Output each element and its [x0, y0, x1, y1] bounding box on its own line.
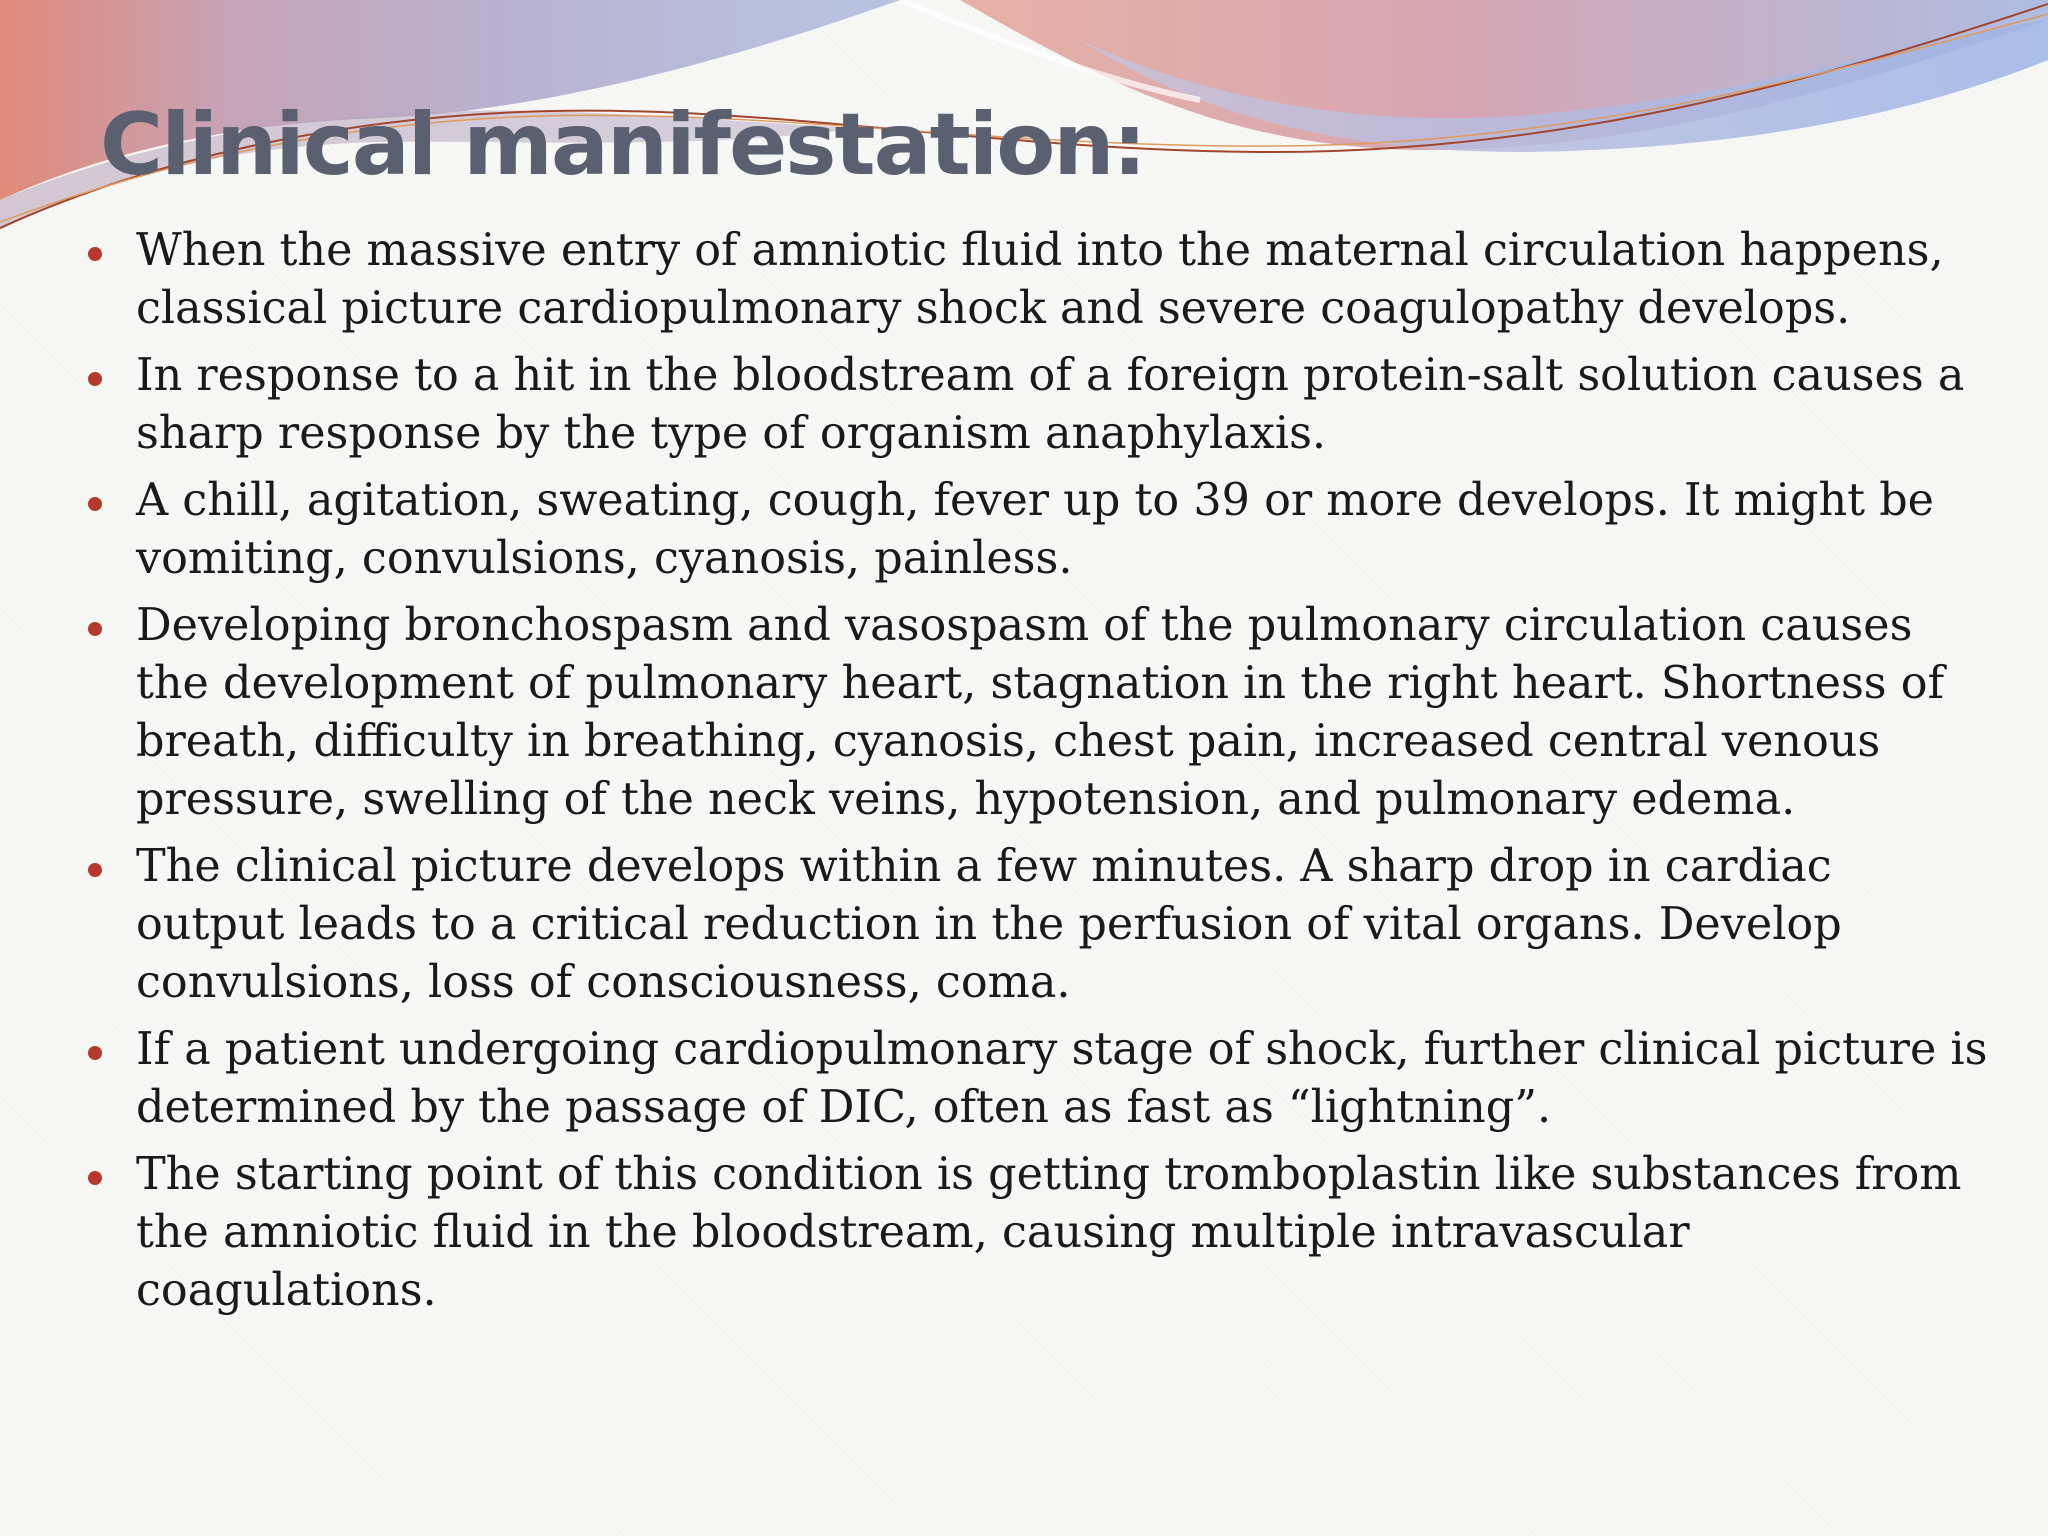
- bullet-dot-icon: [88, 372, 102, 386]
- bullet-dot-icon: [88, 863, 102, 877]
- bullet-text: In response to a hit in the bloodstream of a foreign protein-salt solution causes a sharp response by the type of organism anaphylaxis.: [136, 350, 1965, 459]
- slide-title: Clinical manifestation:: [100, 95, 1145, 195]
- bullet-dot-icon: [88, 1046, 102, 1060]
- bullet-text: Developing bronchospasm and vasospasm of the pulmonary circulation causes the development of pulmonary heart, stagnation in the right heart. Shortness of breath, difficulty in breathing, cyanosis, chest pain, increased central venous pressure, swelling of the neck veins, hypotension, and pulmonary edema.: [136, 600, 1945, 825]
- bullet-text: The starting point of this condition is getting tromboplastin like substances from the amniotic fluid in the bloodstream, causing multiple intravascular coagulations.: [136, 1149, 1962, 1316]
- bullet-text: A chill, agitation, sweating, cough, fever up to 39 or more develops. It might be vomiting, convulsions, cyanosis, painless.: [136, 475, 1935, 584]
- bullet-item: [88, 597, 1988, 829]
- bullet-item: [88, 838, 1988, 1012]
- bullet-item: [88, 1146, 1988, 1320]
- bullet-dot-icon: [88, 622, 102, 636]
- bullet-text: When the massive entry of amniotic fluid into the maternal circulation happens, classical picture cardiopulmonary shock and severe coagulopathy develops.: [136, 225, 1944, 334]
- bullet-list: [88, 222, 1988, 1329]
- bullet-text: If a patient undergoing cardiopulmonary stage of shock, further clinical picture is determined by the passage of DIC, often as fast as “lightning”.: [136, 1024, 1988, 1133]
- bullet-dot-icon: [88, 497, 102, 511]
- bullet-item: [88, 222, 1988, 338]
- bullet-item: [88, 347, 1988, 463]
- bullet-item: [88, 1021, 1988, 1137]
- bullet-dot-icon: [88, 247, 102, 261]
- bullet-dot-icon: [88, 1171, 102, 1185]
- bullet-text: The clinical picture develops within a few minutes. A sharp drop in cardiac output leads to a critical reduction in the perfusion of vital organs. Develop convulsions, loss of consciousness, coma.: [136, 841, 1842, 1008]
- bullet-item: [88, 472, 1988, 588]
